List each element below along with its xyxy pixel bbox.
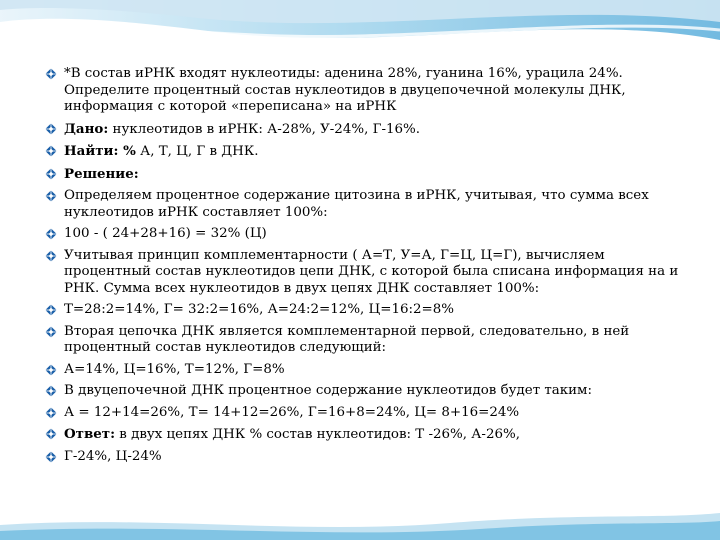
item-text: Учитывая принцип комплементарности ( А=Т, У=А, Г=Ц, Ц=Г), вычисляем процентный состав нуклеотидов цепи ДНК, с которой была списана информация на и РНК. Сумма всех нуклеотидов в двух цепях ДНК составляет 100%: bbox=[64, 247, 679, 296]
item-text: в двух цепях ДНК % состав нуклеотидов: Т -26%, А-26%, bbox=[115, 427, 520, 442]
item-text: Г-24%, Ц-24% bbox=[64, 448, 162, 464]
item-text: В двуцепочечной ДНК процентное содержание нуклеотидов будет таким: bbox=[64, 383, 592, 398]
top-wave-decoration bbox=[0, 0, 720, 60]
list-item bbox=[40, 188, 680, 221]
diamond-bullet-icon bbox=[44, 122, 58, 136]
item-text: Определяем процентное содержание цитозина в иРНК, учитывая, что сумма всех нуклеотидов иРНК составляет 100%: bbox=[64, 188, 649, 220]
diamond-bullet-icon bbox=[44, 325, 58, 339]
diamond-bullet-icon bbox=[44, 427, 58, 441]
item-text: А=14%, Ц=16%, Т=12%, Г=8% bbox=[64, 361, 285, 377]
diamond-bullet-icon bbox=[44, 363, 58, 377]
diamond-bullet-icon bbox=[44, 406, 58, 420]
item-text: А, Т, Ц, Г в ДНК. bbox=[135, 144, 259, 159]
list-item bbox=[40, 121, 680, 139]
diamond-bullet-icon bbox=[44, 303, 58, 317]
list-item bbox=[40, 426, 680, 444]
list-item bbox=[40, 449, 680, 466]
diamond-bullet-icon bbox=[44, 189, 58, 203]
diamond-bullet-icon bbox=[44, 227, 58, 241]
diamond-bullet-icon bbox=[44, 167, 58, 181]
item-text: нуклеотидов в иРНК: А-28%, У-24%, Г-16%. bbox=[108, 121, 420, 137]
diamond-bullet-icon bbox=[44, 450, 58, 464]
bullet-list bbox=[40, 66, 680, 470]
item-text: *В состав иРНК входят нуклеотиды: аденина 28%, гуанина 16%, урацила 24%. Определите процентный состав нуклеотидов в двуцепочечной молекулы ДНК, информация с которой «переписана» на иРНК bbox=[64, 66, 626, 114]
item-label: Дано: bbox=[64, 120, 109, 137]
item-label: Найти: % bbox=[64, 143, 136, 159]
item-label: Ответ: bbox=[64, 426, 116, 442]
list-item bbox=[40, 226, 680, 243]
diamond-bullet-icon bbox=[44, 144, 58, 158]
item-label: Решение: bbox=[64, 165, 139, 182]
list-item bbox=[40, 362, 680, 379]
item-text: А = 12+14=26%, Т= 14+12=26%, Г=16+8=24%, Ц= 8+16=24% bbox=[64, 404, 520, 420]
diamond-bullet-icon bbox=[44, 249, 58, 263]
list-item bbox=[40, 324, 680, 357]
bottom-wave-decoration bbox=[0, 505, 720, 540]
list-item bbox=[40, 248, 680, 298]
list-item bbox=[40, 66, 680, 116]
item-text: Т=28:2=14%, Г= 32:2=16%, А=24:2=12%, Ц=16:2=8% bbox=[64, 302, 454, 317]
diamond-bullet-icon bbox=[44, 384, 58, 398]
item-text: 100 - ( 24+28+16) = 32% (Ц) bbox=[64, 226, 267, 241]
list-item bbox=[40, 383, 680, 400]
list-item bbox=[40, 405, 680, 422]
item-text: Вторая цепочка ДНК является комплементарной первой, следовательно, в ней процентный состав нуклеотидов следующий: bbox=[64, 323, 630, 355]
list-item bbox=[40, 166, 680, 184]
list-item bbox=[40, 143, 680, 161]
diamond-bullet-icon bbox=[44, 67, 58, 81]
list-item bbox=[40, 302, 680, 319]
